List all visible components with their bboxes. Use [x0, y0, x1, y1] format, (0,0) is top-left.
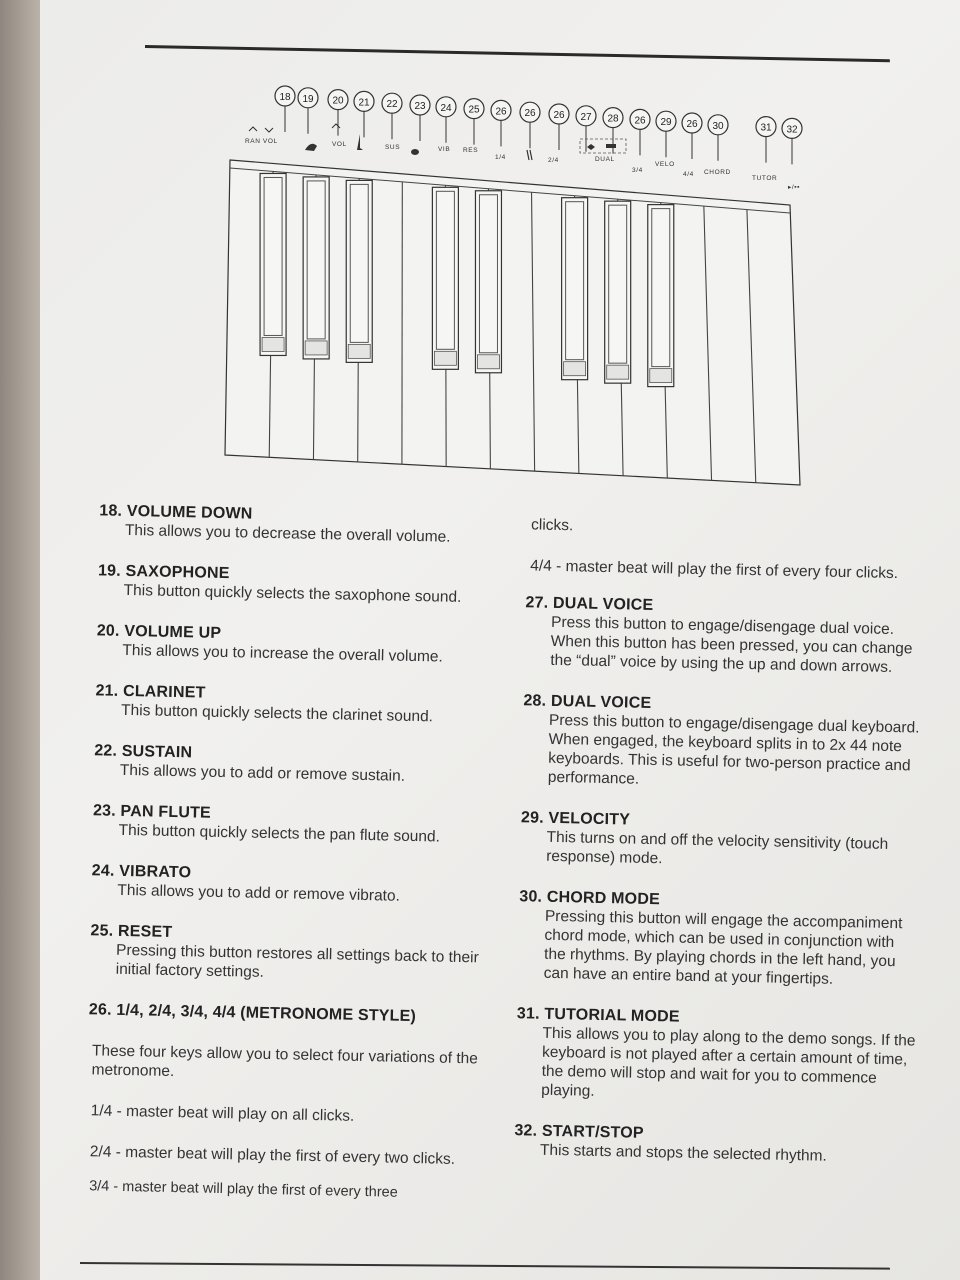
item-description: Pressing this button restores all settings back to their initial factory settings.	[115, 941, 479, 981]
item-23	[92, 801, 513, 848]
item-21	[95, 681, 516, 728]
item-28	[522, 691, 924, 794]
panel-label-vol: VOL	[332, 141, 347, 148]
item-description: This button quickly selects the saxophone sound.	[123, 581, 462, 606]
item-number: 21.	[95, 682, 119, 700]
item-description: This allows you to add or remove sustain.	[119, 761, 406, 785]
item-26	[85, 1000, 509, 1205]
item-18	[99, 501, 520, 548]
panel-label-m34: 3/4	[632, 167, 643, 174]
metronome-4-4: 4/4 - master beat will play the first of every four clicks.	[530, 557, 899, 583]
item-title: DUAL VOICE	[550, 692, 652, 712]
manual-page	[40, 0, 960, 1280]
item-30	[518, 887, 920, 990]
callout-number: 22	[386, 99, 398, 111]
item-description: Pressing this button will engage the accompaniment chord mode, which can be used in conjunction with the rhythms. By playing chords in the left hand, you can have an entire band at your fingertips.	[543, 907, 903, 988]
item-24	[91, 861, 512, 908]
item-27	[524, 593, 926, 677]
item-title: VELOCITY	[548, 809, 631, 829]
panel-label-vib: VIB	[438, 146, 451, 153]
metronome-intro: These four keys allow you to select four variations of the metronome.	[91, 1042, 479, 1081]
callout-number: 27	[580, 111, 592, 123]
callout-number: 30	[712, 120, 724, 132]
callout-number: 24	[440, 102, 452, 114]
item-number: 18.	[99, 502, 123, 520]
item-title: PAN FLUTE	[120, 802, 212, 822]
callout-number: 26	[495, 106, 507, 118]
item-description: This allows you to increase the overall volume.	[122, 641, 443, 666]
item-19	[97, 561, 518, 608]
item-number: 28.	[523, 692, 547, 710]
item-title: VOLUME UP	[124, 622, 222, 642]
item-title: VOLUME DOWN	[126, 502, 253, 523]
item-number: 22.	[94, 742, 118, 760]
item-description: This button quickly selects the clarinet sound.	[120, 701, 434, 726]
item-heading: 26. 1/4, 2/4, 3/4, 4/4 (METRONOME STYLE)	[88, 1001, 417, 1026]
item-number: 29.	[520, 809, 544, 827]
callout-number: 26	[686, 119, 698, 130]
item-description: This starts and stops the selected rhythm.	[539, 1141, 828, 1165]
item-31	[515, 1004, 917, 1107]
callout-number: 26	[553, 110, 565, 121]
callout-number: 20	[332, 95, 344, 107]
item-title: TUTORIAL MODE	[544, 1005, 680, 1026]
item-title: SAXOPHONE	[125, 562, 230, 583]
item-25	[90, 921, 511, 987]
callout-number: 26	[634, 115, 646, 127]
item-description: This allows you to play along to the demo songs. If the keyboard is not played after a certain amount of time, the demo will stop and wait for you to commence playing.	[541, 1024, 916, 1100]
metronome-2-4: 2/4 - master beat will play the first of every two clicks.	[89, 1143, 456, 1168]
metronome-continued: clicks.	[530, 516, 574, 535]
panel-label-playstop: ▸/▪▪	[788, 184, 801, 191]
panel-label-m24: 2/4	[548, 157, 559, 164]
panel-label-tutor: TUTOR	[752, 175, 778, 182]
item-number: 30.	[519, 888, 543, 906]
panel-label-velo: VELO	[655, 161, 675, 168]
right-column	[513, 515, 927, 1189]
item-title: CHORD MODE	[546, 888, 661, 909]
panel-label-chord: CHORD	[704, 169, 731, 176]
item-20	[96, 621, 517, 668]
item-title: DUAL VOICE	[552, 594, 654, 614]
callout-number: 29	[660, 117, 672, 129]
item-title: SUSTAIN	[121, 742, 193, 762]
item-number: 32.	[514, 1122, 538, 1140]
callout-number: 21	[358, 97, 370, 109]
metronome-3-4: 3/4 - master beat will play the first of every three	[88, 1178, 398, 1201]
callout-number: 32	[786, 124, 798, 136]
item-number: 24.	[91, 862, 115, 880]
metronome-1-4: 1/4 - master beat will play on all clicks.	[90, 1102, 355, 1125]
item-description: Press this button to engage/disengage dual voice. When this button has been pressed, you can change the “dual” voice by using the up and down arrows.	[550, 613, 913, 676]
callout-number: 28	[607, 113, 619, 125]
item-description: Press this button to engage/disengage dual keyboard. When engaged, the keyboard splits in to 2x 44 note keyboards. This is useful for two-person practice and performance.	[547, 711, 920, 788]
item-22	[94, 741, 515, 788]
callout-number: 26	[524, 108, 536, 120]
panel-label-ran_vol: RAN VOL	[245, 138, 278, 145]
callout-number: 25	[468, 104, 480, 116]
item-number: 31.	[516, 1005, 540, 1023]
text-layer	[40, 0, 960, 1280]
panel-label-m14: 1/4	[495, 154, 506, 161]
panel-label-m44: 4/4	[683, 171, 694, 178]
item-title: START/STOP	[541, 1122, 644, 1142]
item-number: 23.	[92, 802, 117, 820]
panel-label-dual: DUAL	[595, 156, 615, 163]
item-title: RESET	[117, 922, 173, 941]
panel-label-res: RES	[463, 147, 479, 154]
item-number: 27.	[525, 594, 549, 612]
item-32	[514, 1121, 915, 1167]
item-title: CLARINET	[122, 682, 206, 702]
item-number: 25.	[90, 922, 114, 940]
callout-number: 18	[279, 92, 291, 103]
item-title: VIBRATO	[119, 862, 192, 882]
left-column	[84, 501, 519, 1227]
callout-number: 19	[302, 93, 314, 105]
item-number: 20.	[96, 622, 120, 640]
callout-number: 31	[760, 122, 772, 134]
item-number: 19.	[97, 562, 122, 580]
item-description: This allows you to add or remove vibrato.	[117, 881, 401, 905]
item-description: This button quickly selects the pan flute sound.	[118, 821, 441, 846]
panel-label-sus: SUS	[385, 144, 401, 151]
item-29	[520, 808, 921, 873]
callout-number: 23	[414, 101, 426, 112]
item-description: This turns on and off the velocity sensitivity (touch response) mode.	[546, 828, 889, 868]
item-description: This allows you to decrease the overall volume.	[124, 521, 451, 546]
